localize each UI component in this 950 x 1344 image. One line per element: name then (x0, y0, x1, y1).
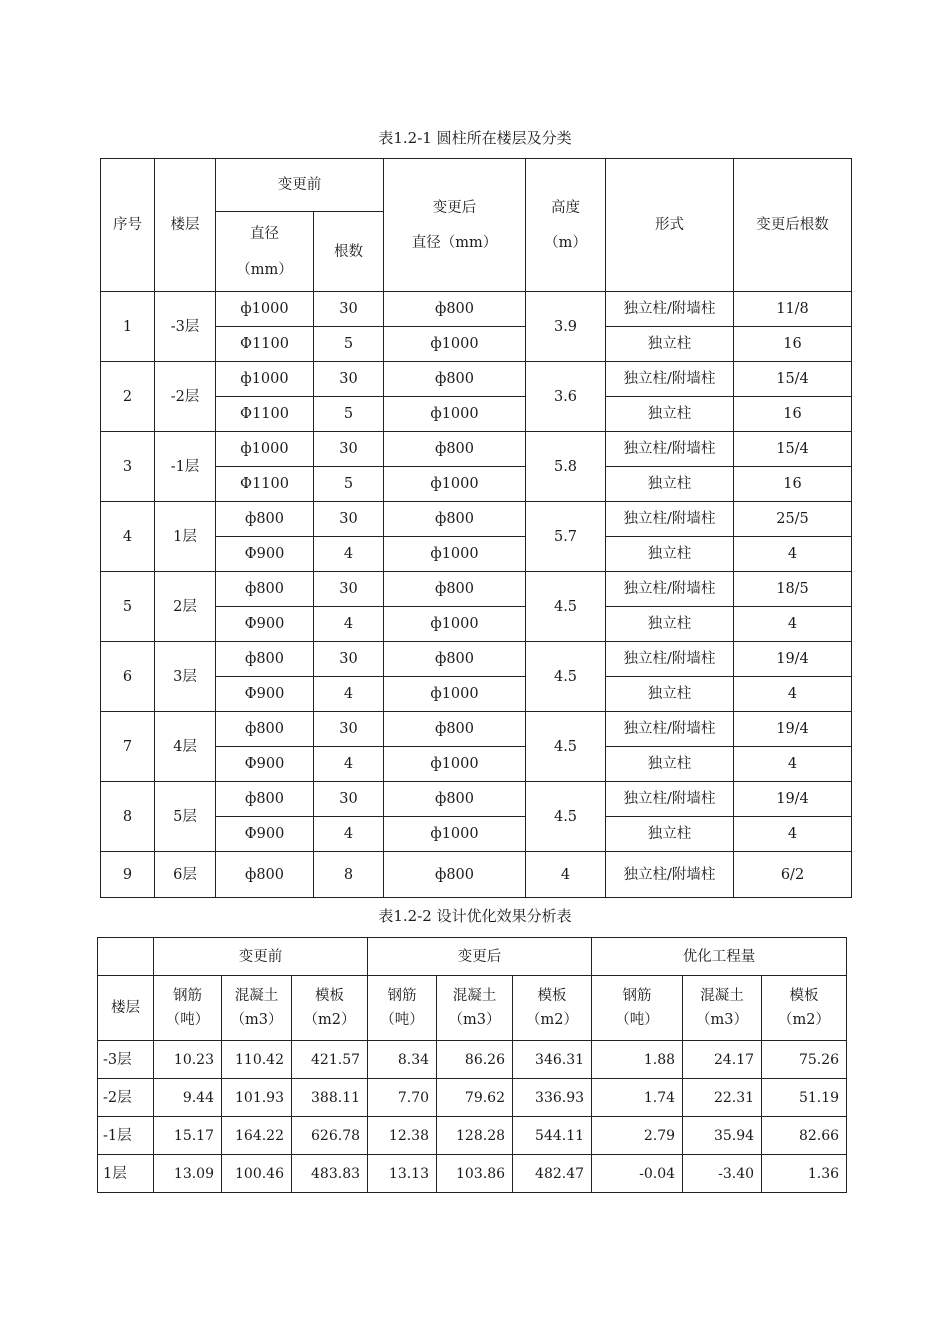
after-diameter-cell: ф1000 (384, 397, 526, 432)
before-count-cell: 5 (314, 327, 384, 362)
header-before-diameter (216, 212, 314, 292)
before-diameter-cell: Ф1100 (216, 397, 314, 432)
before-diameter-cell: ф800 (216, 782, 314, 817)
floor-cell: -1层 (155, 432, 216, 502)
after-count-cell: 16 (734, 467, 852, 502)
height-cell: 4.5 (526, 782, 606, 852)
after-count-cell: 4 (734, 747, 852, 782)
table-row (101, 432, 852, 467)
floor-cell: 2层 (155, 572, 216, 642)
corner-cell (98, 938, 154, 976)
table-row (101, 572, 852, 607)
floor-cell: 4层 (155, 712, 216, 782)
sub-header-cell (683, 976, 762, 1041)
after-diameter-cell: ф1000 (384, 327, 526, 362)
before-diameter-cell: ф1000 (216, 362, 314, 397)
floor-cell: 3层 (155, 642, 216, 712)
header-before-diameter-unit: （mm） (236, 261, 293, 278)
before-diameter-cell: ф1000 (216, 432, 314, 467)
seq-cell: 6 (101, 642, 155, 712)
value-cell: 1.88 (592, 1041, 683, 1079)
after-diameter-cell: ф800 (384, 292, 526, 327)
before-count-cell: 30 (314, 362, 384, 397)
table-row (98, 1155, 847, 1193)
header-floor: 楼层 (98, 976, 154, 1041)
form-cell: 独立柱/附墙柱 (606, 362, 734, 397)
value-cell: 86.26 (437, 1041, 513, 1079)
before-diameter-cell: Ф900 (216, 677, 314, 712)
seq-cell: 9 (101, 852, 155, 898)
header-after-label: 变更后 (432, 199, 477, 216)
sub-header-unit: （m2） (526, 1012, 579, 1028)
header-after (384, 159, 526, 292)
form-cell: 独立柱/附墙柱 (606, 712, 734, 747)
group-header-2: 变更后 (368, 938, 592, 976)
header-form: 形式 (606, 159, 734, 292)
height-cell: 3.6 (526, 362, 606, 432)
before-diameter-cell: Ф900 (216, 607, 314, 642)
before-diameter-cell: ф800 (216, 572, 314, 607)
table-row (101, 292, 852, 327)
sub-header-cell (292, 976, 368, 1041)
after-count-cell: 19/4 (734, 642, 852, 677)
form-cell: 独立柱/附墙柱 (606, 642, 734, 677)
after-diameter-cell: ф800 (384, 572, 526, 607)
header-floor: 楼层 (155, 159, 216, 292)
after-count-cell: 6/2 (734, 852, 852, 898)
before-diameter-cell: ф800 (216, 502, 314, 537)
header-seq: 序号 (101, 159, 155, 292)
height-cell: 4 (526, 852, 606, 898)
header-before: 变更前 (216, 159, 384, 212)
after-count-cell: 4 (734, 607, 852, 642)
value-cell: 346.31 (513, 1041, 592, 1079)
value-cell: 483.83 (292, 1155, 368, 1193)
after-count-cell: 16 (734, 327, 852, 362)
after-diameter-cell: ф1000 (384, 537, 526, 572)
sub-header-cell (368, 976, 437, 1041)
after-diameter-cell: ф800 (384, 432, 526, 467)
height-cell: 4.5 (526, 572, 606, 642)
floor-cell: -3层 (155, 292, 216, 362)
seq-cell: 2 (101, 362, 155, 432)
column-classification-table (100, 158, 852, 898)
after-count-cell: 16 (734, 397, 852, 432)
before-diameter-cell: ф800 (216, 712, 314, 747)
floor-cell: -1层 (98, 1117, 154, 1155)
value-cell: 82.66 (762, 1117, 847, 1155)
header-after-count: 变更后根数 (734, 159, 852, 292)
form-cell: 独立柱/附墙柱 (606, 782, 734, 817)
table-row (101, 362, 852, 397)
sub-header-unit: （吨） (380, 1012, 424, 1028)
after-diameter-cell: ф1000 (384, 817, 526, 852)
form-cell: 独立柱/附墙柱 (606, 502, 734, 537)
before-count-cell: 4 (314, 607, 384, 642)
table-row (101, 502, 852, 537)
sub-header-unit: （吨） (615, 1012, 659, 1028)
after-diameter-cell: ф800 (384, 502, 526, 537)
table-row (101, 852, 852, 898)
floor-cell: -2层 (155, 362, 216, 432)
before-diameter-cell: ф800 (216, 642, 314, 677)
sub-header-name: 模板 (315, 988, 344, 1004)
before-diameter-cell: Ф1100 (216, 327, 314, 362)
after-count-cell: 4 (734, 677, 852, 712)
form-cell: 独立柱 (606, 467, 734, 502)
value-cell: 7.70 (368, 1079, 437, 1117)
sub-header-cell (762, 976, 847, 1041)
form-cell: 独立柱 (606, 677, 734, 712)
sub-header-cell (513, 976, 592, 1041)
value-cell: 128.28 (437, 1117, 513, 1155)
floor-cell: 6层 (155, 852, 216, 898)
sub-header-cell (222, 976, 292, 1041)
before-diameter-cell: Ф900 (216, 817, 314, 852)
value-cell: 35.94 (683, 1117, 762, 1155)
floor-cell: -3层 (98, 1041, 154, 1079)
value-cell: 15.17 (154, 1117, 222, 1155)
value-cell: 103.86 (437, 1155, 513, 1193)
after-diameter-cell: ф1000 (384, 607, 526, 642)
after-diameter-cell: ф1000 (384, 467, 526, 502)
after-count-cell: 15/4 (734, 362, 852, 397)
seq-cell: 5 (101, 572, 155, 642)
before-count-cell: 30 (314, 712, 384, 747)
header-height-unit: （m） (544, 234, 587, 251)
after-count-cell: 4 (734, 817, 852, 852)
value-cell: 13.09 (154, 1155, 222, 1193)
after-diameter-cell: ф800 (384, 852, 526, 898)
value-cell: 544.11 (513, 1117, 592, 1155)
height-cell: 4.5 (526, 642, 606, 712)
sub-header-name: 混凝土 (700, 988, 744, 1004)
sub-header-name: 混凝土 (452, 988, 497, 1004)
seq-cell: 1 (101, 292, 155, 362)
after-diameter-cell: ф800 (384, 642, 526, 677)
sub-header-name: 钢筋 (173, 988, 202, 1004)
form-cell: 独立柱 (606, 817, 734, 852)
form-cell: 独立柱 (606, 327, 734, 362)
value-cell: 2.79 (592, 1117, 683, 1155)
value-cell: -0.04 (592, 1155, 683, 1193)
form-cell: 独立柱 (606, 607, 734, 642)
before-count-cell: 30 (314, 642, 384, 677)
after-count-cell: 25/5 (734, 502, 852, 537)
after-diameter-cell: ф800 (384, 712, 526, 747)
value-cell: 79.62 (437, 1079, 513, 1117)
sub-header-unit: （m3） (696, 1012, 749, 1028)
value-cell: 10.23 (154, 1041, 222, 1079)
after-count-cell: 4 (734, 537, 852, 572)
floor-cell: 1层 (155, 502, 216, 572)
sub-header-unit: （m3） (230, 1012, 283, 1028)
table-row (98, 1041, 847, 1079)
value-cell: 12.38 (368, 1117, 437, 1155)
value-cell: 9.44 (154, 1079, 222, 1117)
sub-header-name: 模板 (537, 988, 567, 1004)
before-count-cell: 30 (314, 502, 384, 537)
after-count-cell: 15/4 (734, 432, 852, 467)
value-cell: 1.74 (592, 1079, 683, 1117)
value-cell: 336.93 (513, 1079, 592, 1117)
value-cell: 1.36 (762, 1155, 847, 1193)
before-count-cell: 30 (314, 432, 384, 467)
height-cell: 4.5 (526, 712, 606, 782)
header-before-diameter-label: 直径 (250, 225, 279, 242)
floor-cell: 1层 (98, 1155, 154, 1193)
before-count-cell: 30 (314, 292, 384, 327)
optimization-analysis-table (97, 937, 847, 1193)
sub-header-unit: （m3） (448, 1012, 501, 1028)
before-count-cell: 4 (314, 747, 384, 782)
before-diameter-cell: ф800 (216, 852, 314, 898)
sub-header-cell (437, 976, 513, 1041)
sub-header-name: 钢筋 (622, 988, 652, 1004)
after-count-cell: 18/5 (734, 572, 852, 607)
before-count-cell: 4 (314, 537, 384, 572)
header-before-count: 根数 (314, 212, 384, 292)
value-cell: 8.34 (368, 1041, 437, 1079)
before-count-cell: 4 (314, 677, 384, 712)
form-cell: 独立柱/附墙柱 (606, 292, 734, 327)
sub-header-cell (154, 976, 222, 1041)
after-count-cell: 19/4 (734, 782, 852, 817)
table-row (101, 782, 852, 817)
before-diameter-cell: Ф1100 (216, 467, 314, 502)
seq-cell: 8 (101, 782, 155, 852)
after-diameter-cell: ф1000 (384, 677, 526, 712)
group-header-1: 变更前 (154, 938, 368, 976)
header-height-label: 高度 (551, 199, 580, 216)
value-cell: 482.47 (513, 1155, 592, 1193)
value-cell: 22.31 (683, 1079, 762, 1117)
seq-cell: 4 (101, 502, 155, 572)
seq-cell: 7 (101, 712, 155, 782)
form-cell: 独立柱/附墙柱 (606, 572, 734, 607)
before-diameter-cell: Ф900 (216, 537, 314, 572)
before-count-cell: 30 (314, 782, 384, 817)
table-row (98, 1117, 847, 1155)
form-cell: 独立柱 (606, 537, 734, 572)
value-cell: 75.26 (762, 1041, 847, 1079)
floor-cell: 5层 (155, 782, 216, 852)
after-diameter-cell: ф1000 (384, 747, 526, 782)
before-count-cell: 5 (314, 467, 384, 502)
sub-header-name: 混凝土 (234, 988, 279, 1004)
after-count-cell: 11/8 (734, 292, 852, 327)
header-after-diameter: 直径（mm） (411, 234, 498, 251)
value-cell: 110.42 (222, 1041, 292, 1079)
value-cell: 24.17 (683, 1041, 762, 1079)
height-cell: 5.7 (526, 502, 606, 572)
value-cell: 388.11 (292, 1079, 368, 1117)
table2-caption: 表1.2-2 设计优化效果分析表 (378, 907, 572, 925)
value-cell: 100.46 (222, 1155, 292, 1193)
form-cell: 独立柱/附墙柱 (606, 432, 734, 467)
value-cell: 101.93 (222, 1079, 292, 1117)
before-diameter-cell: ф1000 (216, 292, 314, 327)
table1-caption: 表1.2-1 圆柱所在楼层及分类 (378, 129, 572, 147)
before-count-cell: 8 (314, 852, 384, 898)
table-row (98, 1079, 847, 1117)
before-count-cell: 4 (314, 817, 384, 852)
header-height (526, 159, 606, 292)
after-count-cell: 19/4 (734, 712, 852, 747)
value-cell: -3.40 (683, 1155, 762, 1193)
value-cell: 421.57 (292, 1041, 368, 1079)
sub-header-name: 钢筋 (387, 988, 417, 1004)
before-diameter-cell: Ф900 (216, 747, 314, 782)
table-row (101, 712, 852, 747)
value-cell: 13.13 (368, 1155, 437, 1193)
before-count-cell: 5 (314, 397, 384, 432)
sub-header-unit: （m2） (778, 1012, 831, 1028)
sub-header-name: 模板 (789, 988, 819, 1004)
sub-header-unit: （吨） (165, 1012, 210, 1028)
form-cell: 独立柱 (606, 397, 734, 432)
form-cell: 独立柱/附墙柱 (606, 852, 734, 898)
value-cell: 51.19 (762, 1079, 847, 1117)
after-diameter-cell: ф800 (384, 782, 526, 817)
after-diameter-cell: ф800 (384, 362, 526, 397)
sub-header-cell (592, 976, 683, 1041)
seq-cell: 3 (101, 432, 155, 502)
value-cell: 164.22 (222, 1117, 292, 1155)
group-header-3: 优化工程量 (592, 938, 847, 976)
form-cell: 独立柱 (606, 747, 734, 782)
before-count-cell: 30 (314, 572, 384, 607)
sub-header-unit: （m2） (303, 1012, 356, 1028)
value-cell: 626.78 (292, 1117, 368, 1155)
floor-cell: -2层 (98, 1079, 154, 1117)
table-row (101, 642, 852, 677)
height-cell: 3.9 (526, 292, 606, 362)
height-cell: 5.8 (526, 432, 606, 502)
